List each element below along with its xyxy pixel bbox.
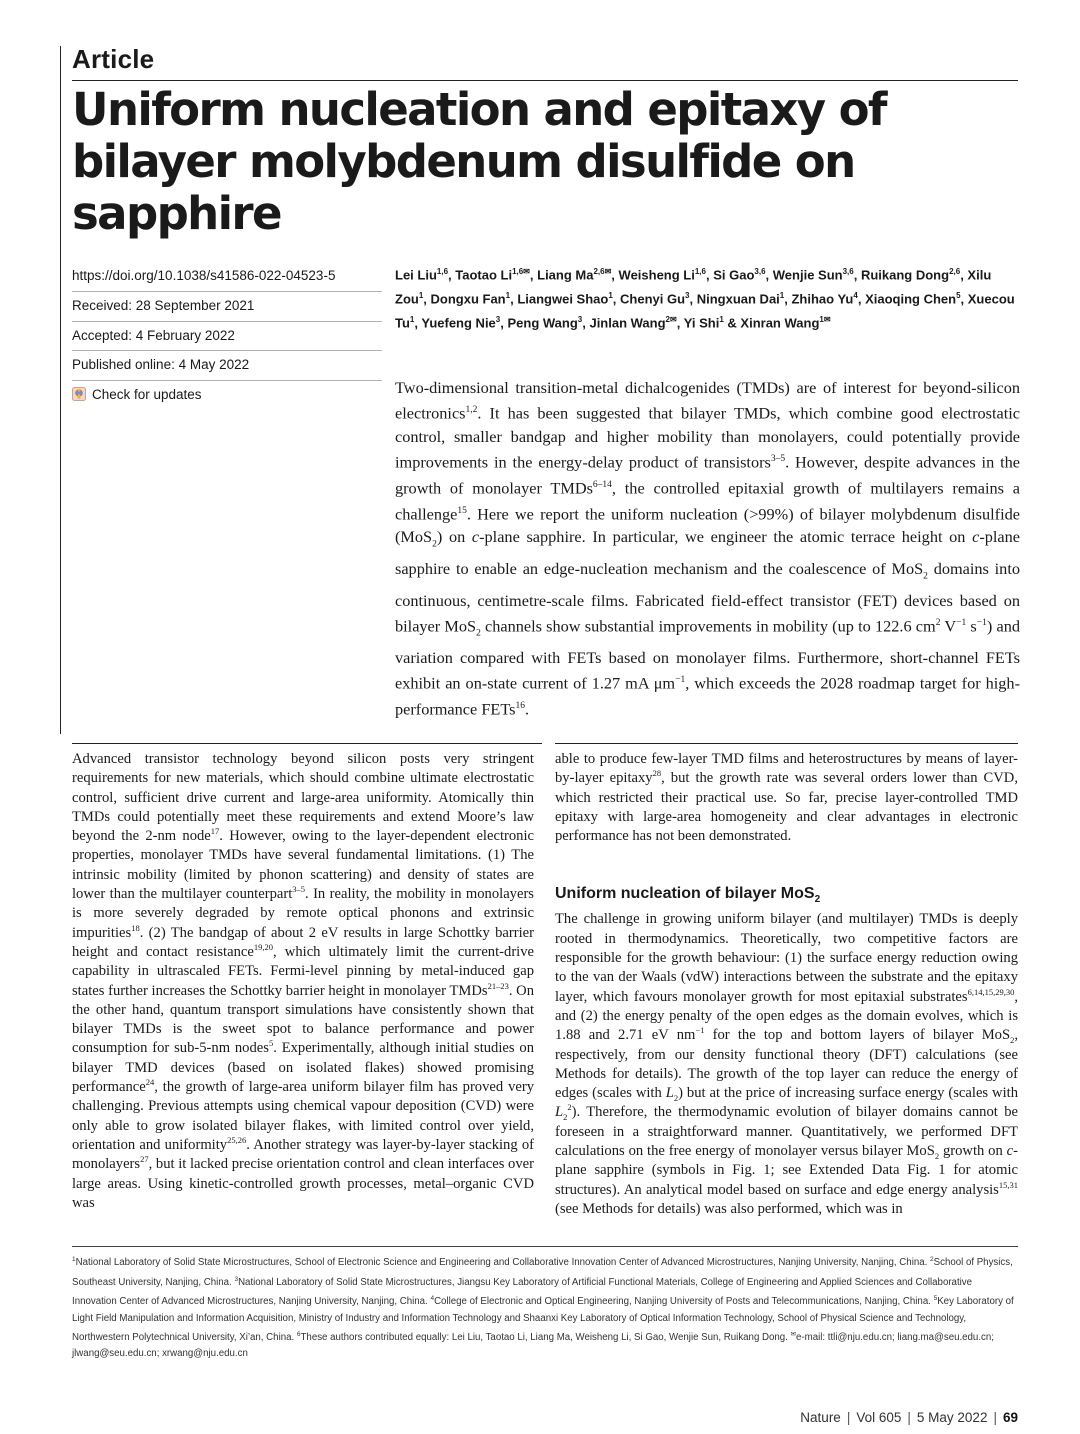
author-name[interactable]: Si Gao — [713, 267, 755, 283]
text-run: (see Methods for details) was also performed, which was in — [555, 1200, 903, 1217]
text-run: Two-dimensional transition-metal dichalcogenides (TMDs) are of interest for beyond-silicon electronics — [395, 378, 1020, 423]
text-run: . However, despite advances in the growth of monolayer TMDs — [395, 452, 1020, 498]
author-affiliation-marker: 4 — [853, 290, 858, 300]
author-affiliation-marker: 3 — [685, 290, 690, 300]
author-name[interactable]: Taotao Li — [455, 267, 513, 283]
text-run: College of Electronic and Optical Engineering, Nanjing University of Posts and Telecommunications, Nanjing, China. — [434, 1296, 934, 1308]
text-run: , which ultimately limit the current-drive capability in ultrascaled FETs. Fermi-level pinning by metal-induced gap states further increases the Schottky barrier height in monolayer TMDs — [72, 943, 535, 999]
text-run: . In reality, the mobility in monolayers is more severely degraded by remote optical phonons and extrinsic impurities — [72, 886, 534, 941]
author-separator: , — [500, 314, 508, 330]
author-affiliation-marker: 1 — [418, 290, 424, 300]
author-affiliation-marker: 1,6 — [694, 267, 706, 276]
italic-run: c — [972, 527, 980, 547]
text-run: These authors contributed equally: Lei Liu, Taotao Li, Liang Ma, Weisheng Li, Si Gao, Wenjie Sun, Ruikang Dong. — [300, 1332, 791, 1344]
author-name[interactable]: Wenjie Sun — [772, 267, 843, 283]
text-run: . Here we report the uniform nucleation (>99%) of bilayer molybdenum disulfide (MoS — [395, 504, 1020, 547]
section-label: Article — [72, 44, 155, 74]
author-name[interactable]: Ruikang Dong — [860, 267, 950, 283]
author-affiliation-marker: 1 — [505, 290, 511, 300]
footnote-rule — [72, 1246, 1018, 1247]
text-run: Key Laboratory of Light Field Manipulation and Information Acquisition, Ministry of Industry and Information Technology and Shaanxi Key Laboratory of Optical Information Technology, School of Physical Science and Technology, Northwestern Polytechnical University, Xi’an, China. — [72, 1296, 1014, 1344]
published-date: Published online: 4 May 2022 — [72, 350, 382, 380]
author-affiliation-marker: 2,6✉ — [593, 267, 612, 276]
affiliations — [72, 1252, 1018, 1363]
superscript: 2 — [567, 1102, 572, 1113]
author-name[interactable]: Chenyi Gu — [620, 291, 686, 307]
author-separator: , — [448, 267, 456, 283]
abstract — [395, 376, 1020, 721]
italic-run: c — [471, 527, 480, 547]
article-metadata — [72, 262, 382, 410]
superscript: −1 — [675, 675, 686, 686]
text-run: National Laboratory of Solid State Microstructures, Jiangsu Key Laboratory of Artificial Functional Materials, College of Engineering and Applied Sciences and Collaborative Innovation Center of Advanced Microstructures, Nanjing University, Nanjing, China. — [72, 1276, 973, 1308]
subscript: 2 — [814, 894, 821, 906]
text-run: s — [966, 616, 977, 636]
left-margin-rule — [60, 46, 61, 734]
author-separator: , — [765, 267, 773, 283]
superscript: 1 — [72, 1256, 76, 1263]
text-run: growth on — [939, 1143, 1007, 1160]
author-affiliation-marker: 3,6 — [754, 267, 766, 276]
text-run: channels show substantial improvements in mobility (up to 122.6 cm — [480, 616, 936, 636]
text-run: e-mail: ttli@nju.edu.cn; liang.ma@seu.edu.cn; jlwang@seu.edu.cn; xrwang@nju.edu.cn — [72, 1332, 994, 1360]
superscript: 6–14 — [592, 480, 612, 491]
author-separator: , — [676, 314, 684, 330]
author-affiliation-marker: 3 — [577, 314, 583, 324]
author-affiliation-marker: 1✉ — [819, 314, 831, 324]
text-run: , the controlled epitaxial growth of multilayers remains a challenge — [395, 478, 1020, 524]
author-name[interactable]: Xinran Wang — [740, 314, 820, 330]
crossmark-icon — [72, 387, 86, 401]
superscript: −1 — [956, 617, 967, 628]
footer-journal: Nature — [800, 1410, 841, 1425]
author-separator: , — [510, 291, 518, 307]
author-separator: , — [582, 314, 590, 330]
author-name[interactable]: Dongxu Fan — [430, 291, 506, 307]
page-footer: Nature | Vol 605 | 5 May 2022 | 69 — [800, 1410, 1018, 1425]
superscript: ✉ — [790, 1330, 797, 1338]
text-run: V — [940, 616, 957, 636]
superscript: 28 — [652, 768, 662, 779]
author-name[interactable]: Liangwei Shao — [517, 291, 609, 307]
accepted-date: Accepted: 4 February 2022 — [72, 321, 382, 351]
author-separator: & — [723, 314, 741, 330]
body-paragraph-intro — [555, 750, 1018, 846]
text-run: School of Physics, Southeast University, Nanjing, China. — [72, 1257, 1013, 1288]
author-list — [395, 262, 1020, 333]
superscript: 1,2 — [465, 405, 478, 416]
subscript: 2 — [432, 539, 437, 550]
author-affiliation-marker: 1 — [608, 290, 613, 300]
superscript: 15 — [457, 505, 467, 516]
body-paragraph-nucleation — [555, 910, 1018, 1219]
italic-run: L — [555, 1104, 564, 1121]
author-name[interactable]: Xilu Zou — [395, 267, 992, 307]
superscript: 17 — [210, 826, 220, 837]
superscript: −1 — [695, 1025, 705, 1036]
superscript: 16 — [515, 700, 525, 711]
italic-run: L — [665, 1085, 674, 1102]
column-rule-right — [555, 743, 1018, 744]
text-run: -plane sapphire. In particular, we engineer the atomic terrace height on — [479, 527, 973, 547]
superscript: 24 — [145, 1077, 155, 1088]
author-separator: , — [853, 267, 861, 283]
subscript: 2 — [476, 628, 481, 639]
author-name[interactable]: Xiaoqing Chen — [865, 291, 957, 307]
superscript: 4 — [430, 1295, 435, 1303]
text-run: . On the other hand, quantum transport simulations have consistently shown that bilayer TMDs is the sweet spot to balance performance and power consumption for sub-5-nm nodes — [72, 982, 534, 1057]
text-run: , and (2) the energy penalty of the open edges as the domain evolves, which is 1.88 and 2.71 eV nm — [555, 988, 1018, 1044]
author-affiliation-marker: 1 — [409, 314, 415, 324]
author-separator: , — [960, 291, 968, 307]
author-separator: , — [423, 291, 431, 307]
author-affiliation-marker: 2✉ — [665, 314, 677, 324]
author-name[interactable]: Lei Liu — [395, 267, 437, 283]
text-run: . Another strategy was layer-by-layer stacking of monolayers — [72, 1136, 534, 1173]
text-run: ) and variation compared with FETs based on monolayer films. Furthermore, short-channel FETs exhibit an on-state current of 1.27 mA μm — [395, 616, 1021, 693]
text-run: Advanced transistor technology beyond silicon posts very stringent requirements for new materials, which should combine ultimate electrostatic control, sufficient drive current and large-area uniformity. Atomically thin TMDs could potentially meet these requirements and extend Moore’s law beyond the 2-nm node — [72, 751, 534, 845]
text-run: domains into continuous, centimetre-scale films. Fabricated field-effect transistor (FET) devices based on bilayer MoS — [395, 559, 1020, 636]
text-run: Uniform nucleation of bilayer MoS — [555, 885, 815, 903]
text-run: ) but at the price of increasing surface energy (scales with — [678, 1085, 1018, 1102]
check-updates-link[interactable] — [72, 380, 382, 410]
text-run: , which exceeds the 2028 roadmap target for high-performance FETs — [395, 673, 1020, 719]
header-rule — [72, 80, 1018, 81]
author-separator: , — [689, 291, 697, 307]
author-name[interactable]: Yi Shi — [683, 314, 720, 330]
author-separator: , — [612, 291, 621, 307]
superscript: 3 — [234, 1275, 239, 1283]
text-run: able to produce few-layer TMD films and heterostructures by means of layer-by-layer epitaxy — [555, 751, 1018, 787]
author-separator: , — [414, 314, 422, 330]
body-column-right — [555, 750, 1018, 1219]
author-separator: , — [960, 267, 968, 283]
author-affiliation-marker: 5 — [956, 290, 961, 300]
superscript: 19,20 — [253, 942, 273, 953]
italic-run: c — [1006, 1143, 1014, 1160]
text-run: . However, owing to the layer-dependent electronic properties, monolayer TMDs have several fundamental limitations. (1) The intrinsic mobility (limited by phonon scattering) and density of states are lower than the multilayer counterpart — [72, 828, 534, 903]
footer-date: 5 May 2022 — [916, 1410, 988, 1425]
author-name[interactable]: Zhihao Yu — [791, 291, 854, 307]
column-rule-left — [72, 743, 542, 744]
author-separator: , — [611, 267, 619, 283]
author-name[interactable]: Weisheng Li — [618, 267, 695, 283]
text-run: . (2) The bandgap of about 2 eV results in large Schottky barrier height and contact resistance — [72, 924, 534, 960]
author-affiliation-marker: 1 — [719, 314, 724, 324]
text-run: ) on — [436, 527, 472, 547]
superscript: 25,26 — [227, 1135, 247, 1146]
author-affiliation-marker: 3 — [495, 314, 501, 324]
text-run: , respectively, from our density functional theory (DFT) calculations (see Methods for details). The growth of the top layer can reduce the energy of edges (scales with — [555, 1027, 1018, 1102]
superscript: 5 — [933, 1295, 938, 1303]
author-affiliation-marker: 1 — [779, 290, 785, 300]
superscript: 6 — [296, 1330, 301, 1338]
text-run: National Laboratory of Solid State Microstructures, School of Electronic Science and Engineering and Collaborative Innovation Center of Advanced Microstructures, Nanjing University, Nanjing, China. — [75, 1257, 931, 1269]
subscript: 2 — [934, 1150, 940, 1161]
text-run: for the top and bottom layers of bilayer MoS — [704, 1027, 1011, 1044]
author-name[interactable]: Liang Ma — [537, 267, 594, 283]
author-affiliation-marker: 1,6✉ — [512, 267, 530, 276]
subscript: 2 — [563, 1112, 568, 1123]
text-run: . It has been suggested that bilayer TMDs, which combine good electrostatic control, smaller bandgap and higher mobility than monolayers, could potentially provide improvements in the energy-delay product of transistors — [395, 403, 1020, 472]
author-affiliation-marker: 3,6 — [842, 267, 854, 276]
superscript: 2 — [935, 617, 941, 628]
superscript: 3–5 — [292, 884, 306, 895]
superscript: 2 — [930, 1256, 934, 1263]
author-separator: , — [529, 267, 538, 283]
subscript: 2 — [923, 571, 928, 582]
author-separator: , — [705, 267, 714, 283]
author-separator: , — [784, 291, 792, 307]
author-name[interactable]: Yuefeng Nie — [421, 314, 496, 330]
superscript: 21–23 — [487, 980, 509, 991]
text-run: . — [524, 699, 530, 719]
text-run: -plane sapphire to enable an edge-nucleation mechanism and the coalescence of MoS — [395, 527, 1021, 579]
author-name[interactable]: Jinlan Wang — [589, 314, 666, 330]
subscript: 2 — [673, 1093, 679, 1104]
superscript: 5 — [268, 1038, 274, 1049]
received-date: Received: 28 September 2021 — [72, 291, 382, 321]
section-heading — [555, 884, 1018, 904]
text-run: . Experimentally, although initial studies on bilayer TMD devices (based on isolated flakes) showed promising performance — [72, 1040, 534, 1096]
superscript: 18 — [131, 922, 140, 933]
text-run: , but the growth rate was several orders lower than CVD, which restricted their practical use. So far, precise layer-controlled TMD epitaxy with large-area homogeneity and clear advantages in electronic performance has not been demonstrated. — [555, 770, 1018, 845]
author-name[interactable]: Ningxuan Dai — [696, 291, 780, 307]
text-run: The challenge in growing uniform bilayer (and multilayer) TMDs is deeply rooted in thermodynamics. Theoretically, two competitive factors are responsible for the growth behaviour: (1) the surface energy reduction owing to the van der Waals (vdW) interactions between the substrate and the epitaxy layer, which favours monolayer growth for most epitaxial substrates — [555, 911, 1018, 1005]
superscript: −1 — [976, 617, 987, 628]
text-run: , but it lacked precise orientation control and clean interfaces over large areas. Using kinetic-controlled growth processes, metal–organic CVD was — [72, 1156, 534, 1211]
body-column-left — [72, 750, 534, 1213]
article-title: Uniform nucleation and epitaxy of bilayer molybdenum disulfide on sapphire — [72, 83, 886, 240]
superscript: 6,14,15,29,30 — [967, 986, 1015, 997]
author-affiliation-marker: 2,6 — [949, 267, 961, 276]
author-name[interactable]: Peng Wang — [507, 314, 578, 330]
subscript: 2 — [1010, 1035, 1015, 1046]
text-run: , the growth of large-area uniform bilayer film has proved very challenging. Previous attempts using chemical vapour deposition (CVD) were only able to grow isolated bilayer flakes, with limited control over yield, orientation and uniformity — [72, 1079, 534, 1153]
author-separator: , — [857, 291, 866, 307]
text-run: -plane sapphire (symbols in Fig. 1; see Extended Data Fig. 1 for atomic structures). An analytical model based on surface and edge energy analysis — [555, 1143, 1018, 1198]
footer-volume: Vol 605 — [856, 1410, 902, 1425]
author-affiliation-marker: 1,6 — [436, 267, 449, 276]
text-run: ). Therefore, the thermodynamic evolution of bilayer domains cannot be foreseen in a straightforward manner. Quantitatively, we performed DFT calculations on the free energy of monolayer versus bilayer MoS — [555, 1104, 1018, 1160]
check-updates-label: Check for updates — [92, 387, 202, 403]
doi-link[interactable]: https://doi.org/10.1038/s41586-022-04523-5 — [72, 268, 336, 283]
page-number: 69 — [1002, 1410, 1018, 1425]
superscript: 3–5 — [770, 454, 786, 465]
author-name[interactable]: Xuecou Tu — [395, 291, 1015, 330]
superscript: 27 — [140, 1154, 149, 1165]
superscript: 15,31 — [998, 1179, 1018, 1190]
